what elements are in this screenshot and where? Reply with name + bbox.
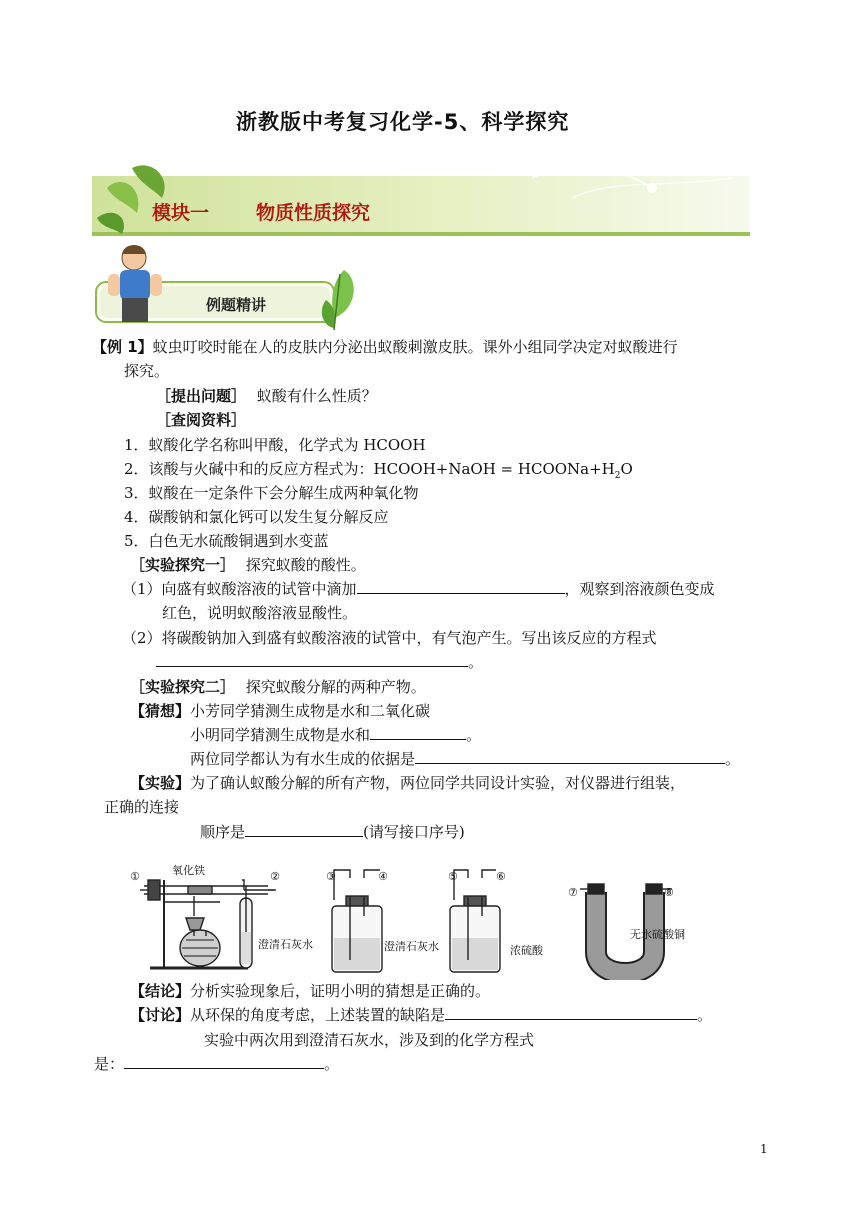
exp1-q1-cont: 红色，说明蚁酸溶液显酸性。 (162, 604, 358, 622)
example-line1 (92, 336, 678, 357)
period-4: 。 (697, 1006, 713, 1024)
exp2-tag: ［实验探究二］ (130, 678, 236, 696)
port-5: ⑤ (448, 870, 458, 883)
order-b: (请写接口序号) (363, 823, 465, 841)
section-label: 例题精讲 (206, 296, 267, 314)
cuso4-label: 无水硫酸铜 (630, 928, 685, 941)
fact-1: 1．蚁酸化学名称叫甲酸，化学式为 HCOOH (124, 436, 426, 454)
guess-line1 (130, 700, 430, 721)
port-8: ⑧ (664, 886, 674, 899)
conclusion-text: 分析实验现象后，证明小明的猜想是正确的。 (190, 982, 491, 1000)
answer-blank-6[interactable] (445, 1005, 697, 1020)
exp1-q2: （2）将碳酸钠加入到盛有蚁酸溶液的试管中，有气泡产生。写出该反应的方程式 (122, 629, 657, 647)
port-7: ⑦ (568, 886, 578, 899)
page-title: 浙教版中考复习化学-5、科学探究 (236, 110, 570, 134)
guess-line2 (190, 724, 481, 745)
example-line2: 探究。 (124, 362, 170, 380)
fact-3: 3．蚁酸在一定条件下会分解生成两种氧化物 (124, 484, 419, 502)
example-tag: 【例 1】 (92, 338, 153, 356)
discussion-line3 (94, 1053, 339, 1074)
guess-tag: 【猜想】 (130, 702, 191, 720)
answer-blank-1[interactable] (357, 579, 565, 594)
iron-oxide-label: 氧化铁 (172, 864, 205, 877)
exp-text: 为了确认蚁酸分解的所有产物，两位同学共同设计实验，对仪器进行组装， (190, 774, 686, 792)
module-label: 模块一 (152, 202, 210, 224)
module-banner (92, 158, 750, 238)
fact-2-text: 2．该酸与火碱中和的反应方程式为：HCOOH+NaOH = HCOONa+H (124, 460, 615, 478)
guess-3: 两位同学都认为有水生成的依据是 (190, 750, 416, 768)
port-3: ③ (326, 870, 336, 883)
example-intro: 蚊虫叮咬时能在人的皮肤内分泌出蚁酸刺激皮肤。课外小组同学决定对蚁酸进行 (152, 338, 678, 356)
question-text: 蚁酸有什么性质？ (256, 387, 377, 405)
conclusion-tag: 【结论】 (130, 982, 191, 1000)
fact-2-subscript: 2 (614, 471, 621, 481)
discussion-line2: 实验中两次用到澄清石灰水，涉及到的化学方程式 (204, 1031, 535, 1049)
exp2-text: 探究蚁酸分解的两种产物。 (245, 678, 426, 696)
limewater-label-1: 澄清石灰水 (258, 938, 313, 951)
exp1-q1 (122, 578, 715, 599)
port-1: ① (130, 870, 140, 883)
bottle-limewater (332, 870, 382, 972)
exp1-q1-b: ，观察到溶液颜色变成 (564, 580, 715, 598)
guess-1: 小芳同学猜测生成物是水和二氧化碳 (190, 702, 431, 720)
exp1-q2-answer (156, 651, 483, 672)
period-2: 。 (466, 726, 482, 744)
tube-apparatus (140, 880, 276, 968)
discussion-tag: 【讨论】 (130, 1006, 191, 1024)
exp1-text: 探究蚁酸的酸性。 (245, 556, 366, 574)
answer-blank-3[interactable] (370, 725, 466, 740)
module-name: 物质性质探究 (256, 202, 371, 224)
h2so4-label: 浓硫酸 (510, 944, 543, 957)
period-5: 。 (324, 1055, 340, 1073)
discussion-line (130, 1004, 712, 1025)
guess-line3 (190, 748, 740, 769)
exp2-line (130, 676, 426, 697)
answer-blank-5[interactable] (245, 822, 363, 837)
data-tag: ［查阅资料］ (156, 411, 247, 429)
apparatus-drawing (128, 856, 698, 980)
guess-2: 小明同学猜测生成物是水和 (190, 726, 371, 744)
section-header-graphic (94, 240, 364, 332)
answer-blank-4[interactable] (415, 749, 725, 764)
discussion-3: 是： (94, 1055, 125, 1073)
exp1-tag: ［实验探究一］ (130, 556, 236, 574)
bottle-h2so4 (450, 870, 500, 972)
page-number: 1 (760, 1142, 768, 1156)
exp-line2: 正确的连接 (104, 798, 180, 816)
answer-blank-2[interactable] (156, 652, 468, 667)
period-3: 。 (725, 750, 741, 768)
fact-4: 4．碳酸钠和氯化钙可以发生复分解反应 (124, 508, 389, 526)
limewater-label-2: 澄清石灰水 (384, 940, 439, 953)
discussion-text: 从环保的角度考虑，上述装置的缺陷是 (190, 1006, 446, 1024)
order-line (200, 821, 465, 842)
order-a: 顺序是 (200, 823, 246, 841)
apparatus-figure (128, 856, 698, 980)
exp1-line (130, 554, 366, 575)
port-4: ④ (378, 870, 388, 883)
fact-2 (124, 458, 633, 481)
section-header (94, 240, 364, 332)
question-line (156, 385, 377, 406)
period-1: 。 (468, 653, 484, 671)
fact-2-tail: O (620, 460, 633, 478)
exp-tag: 【实验】 (130, 774, 191, 792)
question-tag: ［提出问题］ (156, 387, 247, 405)
exp1-q1-a: （1）向盛有蚁酸溶液的试管中滴加 (122, 580, 357, 598)
exp-line1 (130, 772, 685, 793)
fact-5: 5．白色无水硫酸铜遇到水变蓝 (124, 532, 329, 550)
port-6: ⑥ (496, 870, 506, 883)
port-2: ② (270, 870, 280, 883)
conclusion-line (130, 980, 490, 1001)
answer-blank-7[interactable] (124, 1054, 324, 1069)
